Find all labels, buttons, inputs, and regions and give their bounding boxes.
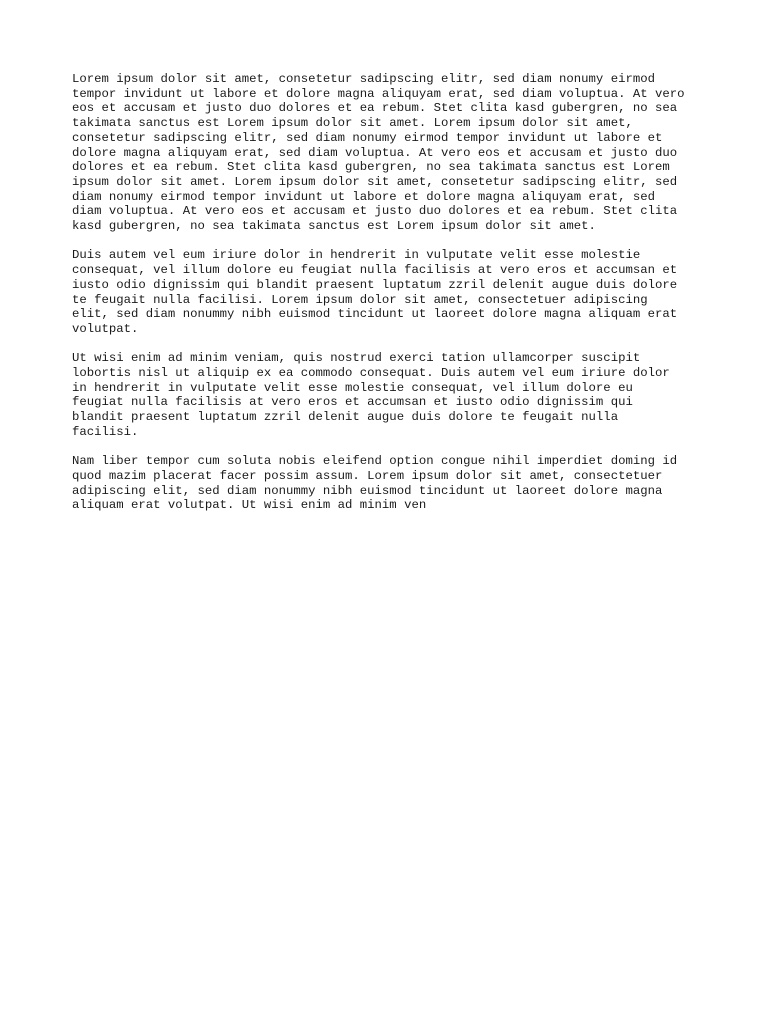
body-text — [72, 72, 702, 528]
paragraph-2: Duis autem vel eum iriure dolor in hendrerit in vulputate velit esse molestie consequat, vel illum dolore eu feugiat nulla facilisis at vero eros et accumsan et iusto odio dignissim qui blandit praesent luptatum zzril delenit augue duis dolore te feugait nulla facilisi. Lorem ipsum dolor sit amet, consectetuer adipiscing elit, sed diam nonummy nibh euismod tincidunt ut laoreet dolore magna aliquam erat volutpat. — [72, 248, 678, 336]
paragraph-4: Nam liber tempor cum soluta nobis eleifend option congue nihil imperdiet doming id quod mazim placerat facer possim assum. Lorem ipsum dolor sit amet, consectetuer adipiscing elit, sed diam nonummy nibh euismod tincidunt ut laoreet dolore magna aliquam erat volutpat. Ut wisi enim ad minim ven — [72, 454, 678, 513]
paragraph-3: Ut wisi enim ad minim veniam, quis nostrud exerci tation ullamcorper suscipit lobortis nisl ut aliquip ex ea commodo consequat. Duis autem vel eum iriure dolor in hendrerit in vulputate velit esse molestie consequat, vel illum dolore eu feugiat nulla facilisis at vero eros et accumsan et iusto odio dignissim qui blandit praesent luptatum zzril delenit augue duis dolore te feugait nulla facilisi. — [72, 351, 670, 439]
paragraph-1: Lorem ipsum dolor sit amet, consetetur sadipscing elitr, sed diam nonumy eirmod tempor invidunt ut labore et dolore magna aliquyam erat, sed diam voluptua. At vero eos et accusam et justo duo dolores et ea rebum. Stet clita kasd gubergren, no sea takimata sanctus est Lorem ipsum dolor sit amet. Lorem ipsum dolor sit amet, consetetur sadipscing elitr, sed diam nonumy eirmod tempor invidunt ut labore et dolore magna aliquyam erat, sed diam voluptua. At vero eos et accusam et justo duo dolores et ea rebum. Stet clita kasd gubergren, no sea takimata sanctus est Lorem ipsum dolor sit amet. Lorem ipsum dolor sit amet, consetetur sadipscing elitr, sed diam nonumy eirmod tempor invidunt ut labore et dolore magna aliquyam erat, sed diam voluptua. At vero eos et accusam et justo duo dolores et ea rebum. Stet clita kasd gubergren, no sea takimata sanctus est Lorem ipsum dolor sit amet. — [72, 72, 685, 234]
